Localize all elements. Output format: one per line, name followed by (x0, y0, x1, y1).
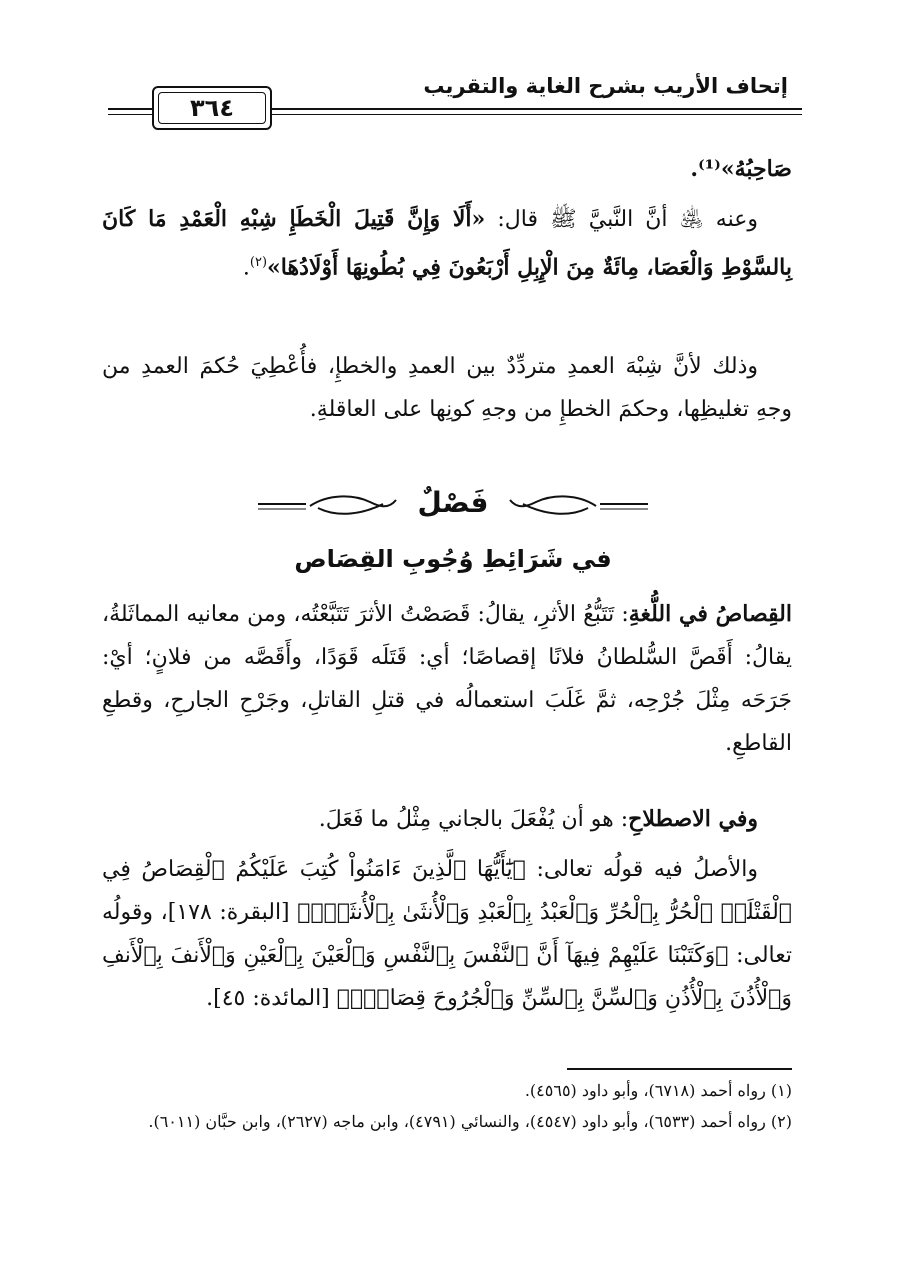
paragraph-technical-definition (102, 798, 792, 841)
section-ornament (108, 484, 798, 528)
quran-verse-2: ﴿وَكَتَبْنَا عَلَيْهِمْ فِيهَآ أَنَّ ٱلنَّفْسَ بِٱلنَّفْسِ وَٱلْعَيْنَ بِٱلْعَيْنِ وَٱلْأَنفَ بِٱلْأَنفِ وَٱلْأُذُنَ بِٱلْأُذُنِ وَٱلسِّنَّ بِٱلسِّنِّ وَٱلْجُرُوحَ قِصَاصٌۚ﴾ (102, 943, 792, 1011)
section-heading: في شَرَائِطِ وُجُوبِ القِصَاص (294, 545, 612, 573)
verse-ref-1: [البقرة: ١٧٨] (167, 900, 298, 925)
evidence-intro: والأصلُ فيه قولُه تعالى: (525, 857, 758, 882)
term-linguistic: القِصاصُ في اللُّغةِ (628, 601, 792, 627)
footnote-ref-2[interactable]: (٢) (249, 255, 268, 270)
footnote-text: رواه أحمد (٦٥٣٣)، وأبو داود (٤٥٤٧)، والنسائي (٤٧٩١)، وابن ماجه (٢٦٢٧)، وابن حبَّان (٦٠١١). (148, 1112, 766, 1131)
quran-verse-1: ﴿يَٰٓأَيُّهَا ٱلَّذِينَ ءَامَنُواْ كُتِبَ عَلَيْكُمُ ٱلْقِصَاصُ فِي ٱلْقَتْلَىۖ ٱلْحُرُّ بِٱلْحُرِّ وَٱلْعَبْدُ بِٱلْعَبْدِ وَٱلْأُنثَىٰ بِٱلْأُنثَىٰۚ﴾ (102, 857, 792, 925)
page-number: ٣٦٤ (158, 92, 266, 124)
section-word: فَصْلٌ (417, 486, 489, 519)
footnotes (102, 1075, 792, 1137)
footnote-separator (567, 1068, 792, 1070)
right-flourish-icon (508, 492, 648, 520)
hadith-ending: صَاحِبُهُ»⁽¹⁾. (690, 156, 792, 182)
footnote-text: رواه أحمد (٦٧١٨)، وأبو داود (٤٥٦٥). (524, 1081, 766, 1100)
verse-ref-2: [المائدة: ٤٥] (213, 986, 337, 1011)
paragraph-hadith (102, 198, 792, 289)
paragraph-continuation (102, 148, 792, 191)
footnote-number: (١) (770, 1081, 792, 1100)
footnote-number: (٢) (770, 1112, 792, 1131)
footnote (102, 1075, 792, 1106)
term-technical: وفي الاصطلاحِ (628, 806, 758, 832)
paragraph-linguistic-definition (102, 593, 792, 765)
paragraph-explanation: وذلك لأنَّ شِبْهَ العمدِ متردِّدٌ بين العمدِ والخطإِ، فأُعْطِيَ حُكمَ العمدِ من وجهِ تغليظِها، وحكمَ الخطإِ من وجهِ كونِها على العاقلةِ. (102, 354, 792, 422)
hadith-text: «أَلَا وَإِنَّ قَتِيلَ الْخَطَإِ شِبْهِ الْعَمْدِ مَا كَانَ بِالسَّوْطِ وَالْعَصَا، مِائَةٌ مِنَ الْإِبِلِ أَرْبَعُونَ فِي بُطُونِهَا أَوْلَادُهَا» (102, 206, 792, 281)
footnote (102, 1106, 792, 1137)
page-number-frame (108, 86, 802, 132)
page-number-box (152, 86, 272, 130)
definition-linguistic: : تَتَبُّعُ الأثرِ، يقالُ: قَصَصْتُ الأثرَ تَتَبَّعْتُه، ومن معانيه المماثَلةُ، يقالُ: أَقَصَّ السُّلطانُ فلانًا إقصاصًا؛ أي: قَتَلَه قَوَدًا، وأَقَصَّه من فلانٍ؛ أيْ: جَرَحَه مِثْلَ جُرْحِه، ثمَّ غَلَبَ استعمالُه في قتلِ القاتلِ، وجَرْحِ الجارحِ، وقطعِ القاطعِ. (102, 602, 792, 756)
hadith-end: . (242, 255, 250, 281)
running-header-title: إتحاف الأريب بشرح الغاية والتقريب (423, 74, 788, 98)
evidence-connector: ، وقولُه تعالى: (102, 900, 792, 968)
definition-technical: : هو أن يُفْعَلَ بالجاني مِثْلُ ما فَعَلَ. (318, 807, 629, 832)
evidence-end: . (206, 986, 214, 1011)
hadith-intro: وعنه ﵁ أنَّ النَّبيَّ ﷺ قال: (485, 207, 758, 232)
paragraph-evidence (102, 848, 792, 1020)
